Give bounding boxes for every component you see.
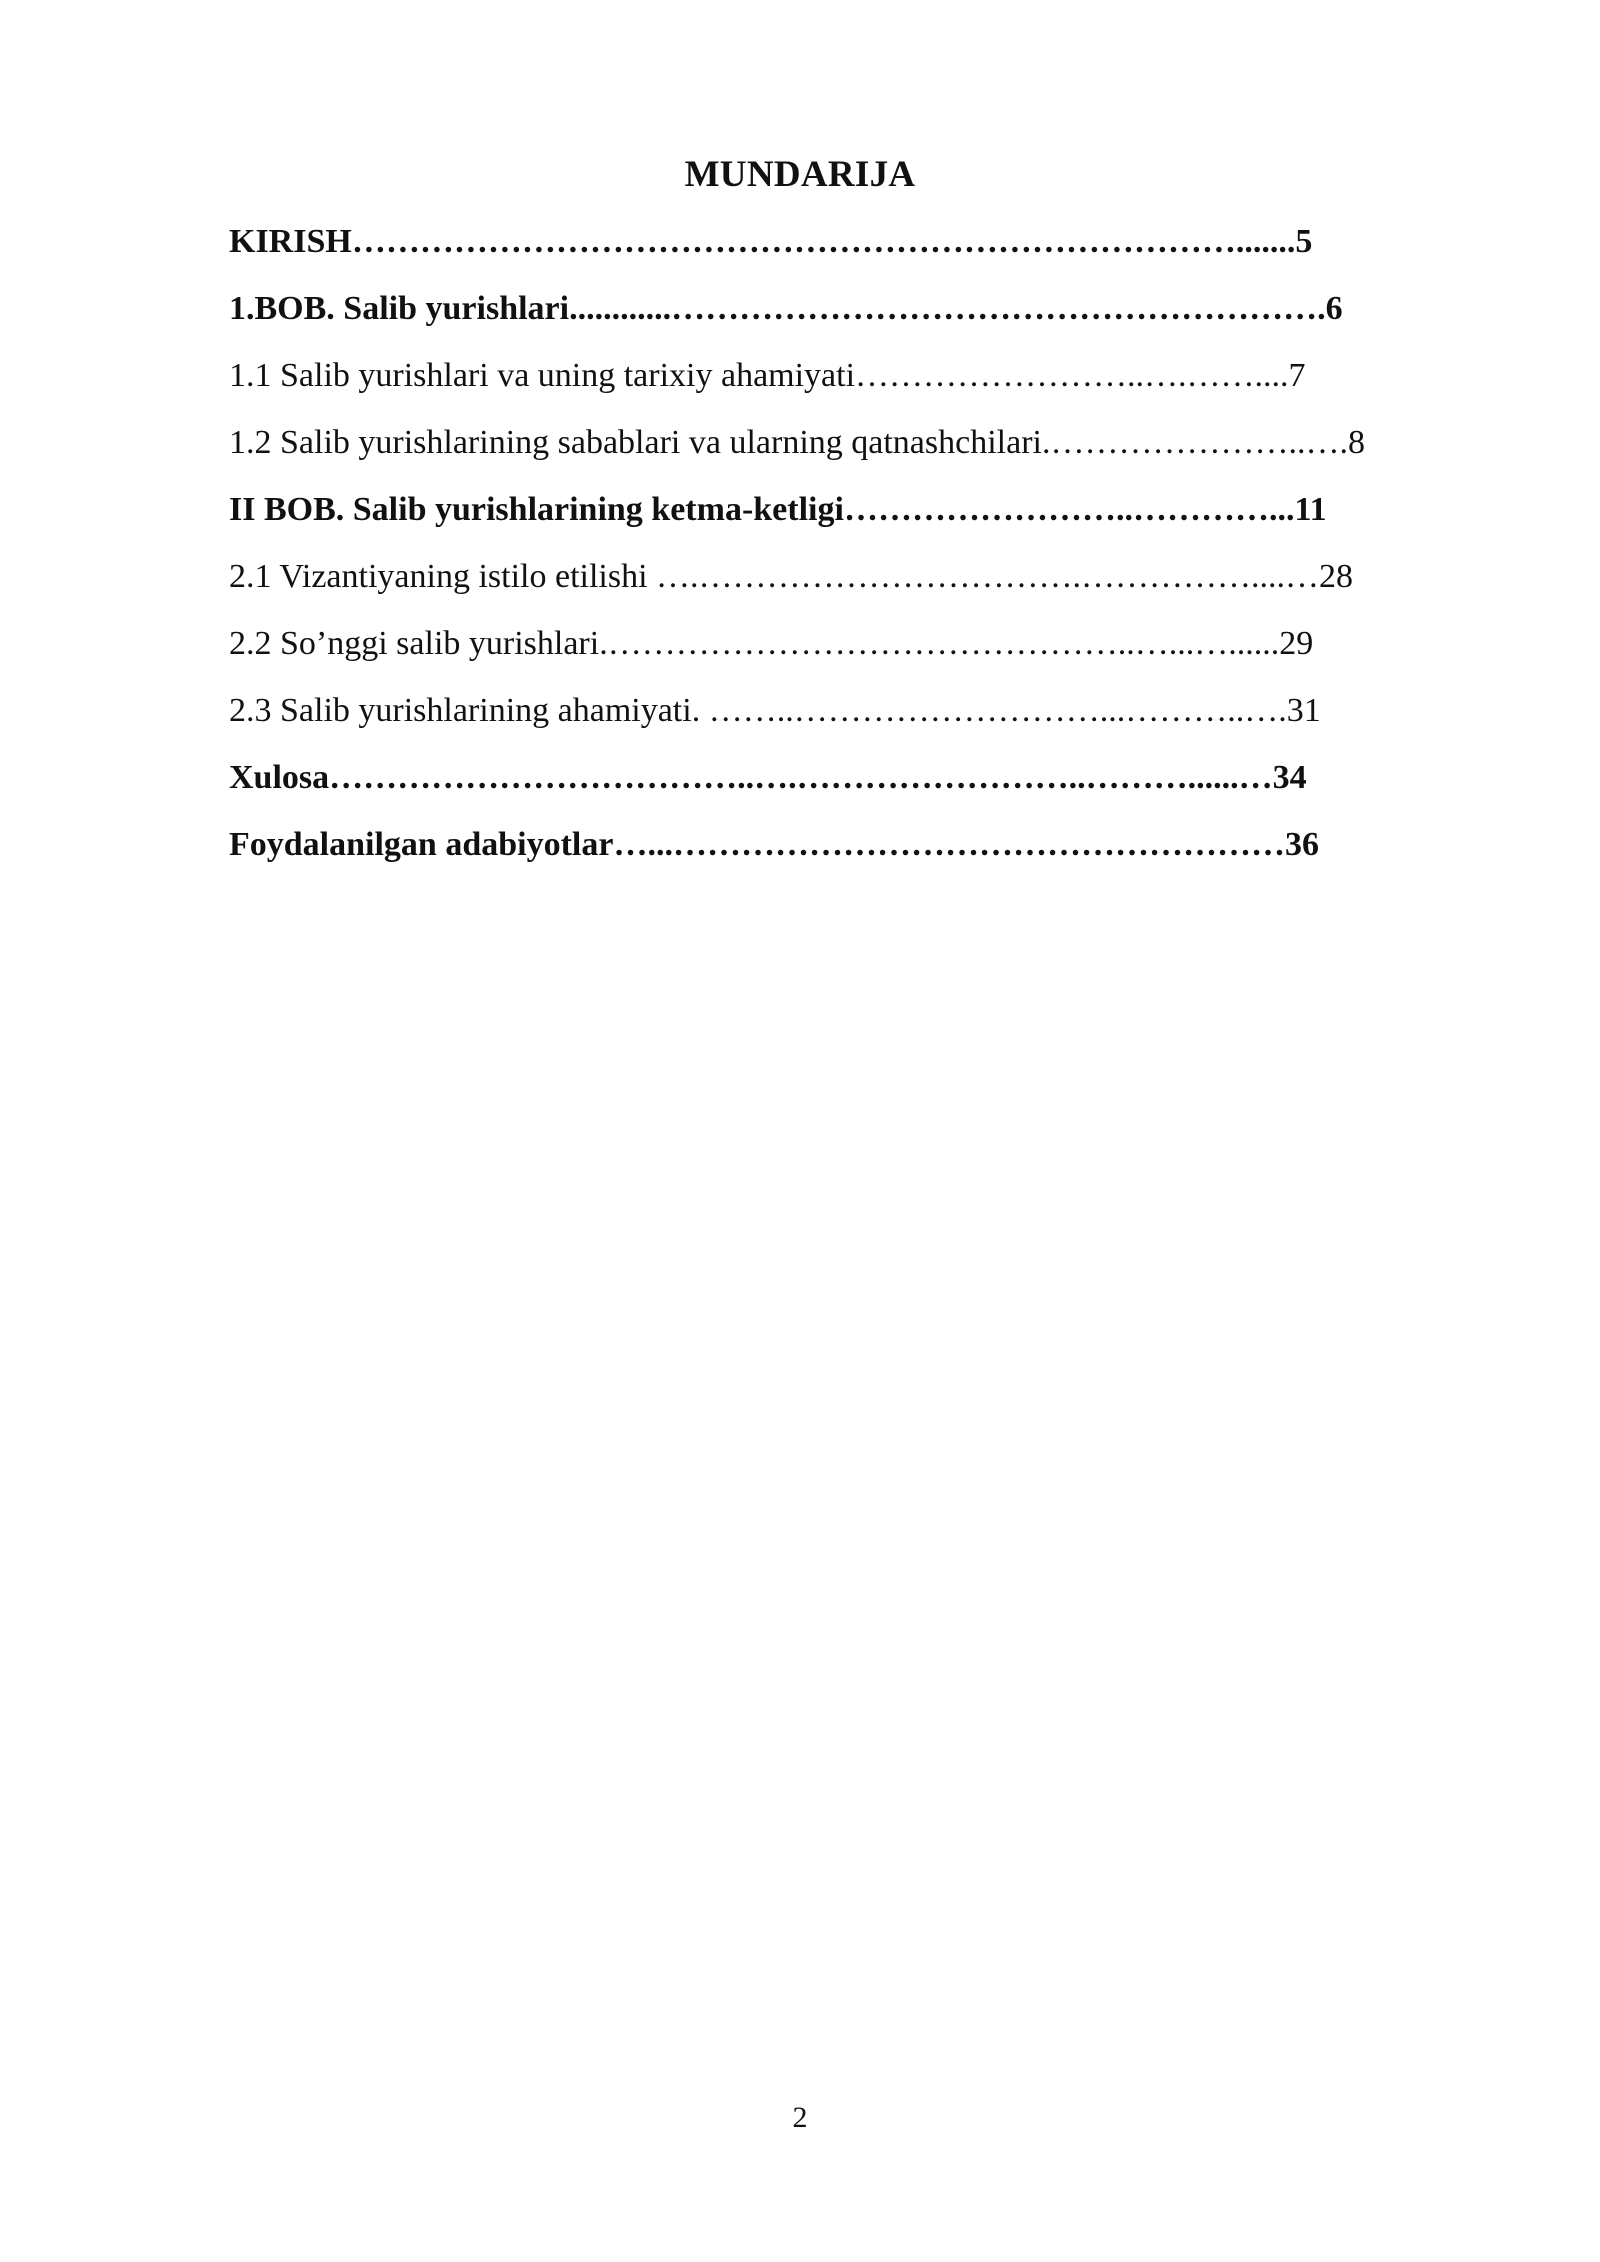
table-of-contents bbox=[229, 216, 1365, 886]
toc-entry-page-number: 28 bbox=[1319, 558, 1354, 595]
toc-entry-label: Xulosa bbox=[229, 759, 330, 796]
toc-entry-label: 1.BOB. Salib yurishlari bbox=[229, 290, 570, 327]
toc-entry-page-number: 6 bbox=[1325, 290, 1343, 327]
toc-entry bbox=[229, 283, 1365, 350]
toc-entry-leader: .…………………..…. bbox=[1041, 424, 1348, 461]
toc-entry-leader: ……………………..….…….... bbox=[855, 357, 1289, 394]
toc-entry bbox=[229, 417, 1365, 484]
toc-entry bbox=[229, 819, 1365, 886]
toc-entry bbox=[229, 551, 1365, 618]
toc-entry-label: 1.2 Salib yurishlarining sabablari va ularning qatnashchilari bbox=[229, 424, 1042, 461]
toc-entry-page-number: 8 bbox=[1347, 424, 1365, 461]
toc-entry bbox=[229, 216, 1365, 283]
toc-entry-label: KIRISH bbox=[229, 223, 352, 260]
toc-entry-page-number: 11 bbox=[1294, 491, 1327, 528]
toc-entry-label: 2.2 So’nggi salib yurishlari bbox=[229, 625, 600, 662]
toc-entry bbox=[229, 685, 1365, 752]
toc-entry-page-number: 34 bbox=[1272, 759, 1307, 796]
toc-entry bbox=[229, 350, 1365, 417]
toc-entry-leader: …...……………………………………………… bbox=[613, 826, 1285, 863]
toc-entry-leader: ……………………………………………………………………....... bbox=[351, 223, 1296, 260]
toc-entry-label: Foydalanilgan adabiyotlar bbox=[229, 826, 614, 863]
toc-entry-leader: ………………………………..….……………………..………......… bbox=[329, 759, 1273, 796]
toc-title: MUNDARIJA bbox=[684, 154, 916, 195]
toc-entry-page-number: 5 bbox=[1295, 223, 1313, 260]
toc-entry-leader: .………………………………………..…...…...... bbox=[599, 625, 1280, 662]
toc-entry-leader: ……..………………………...………..…. bbox=[700, 692, 1287, 729]
toc-entry-label: 2.3 Salib yurishlarining ahamiyati. bbox=[229, 692, 701, 729]
toc-entry-label: II BOB. Salib yurishlarining ketma-ketligi bbox=[229, 491, 844, 528]
toc-entry bbox=[229, 752, 1365, 819]
toc-entry-label: 2.1 Vizantiyaning istilo etilishi bbox=[229, 558, 648, 595]
toc-entry-leader: ............…………………………………………………. bbox=[569, 290, 1326, 327]
toc-entry-page-number: 7 bbox=[1288, 357, 1306, 394]
toc-entry-page-number: 31 bbox=[1286, 692, 1321, 729]
toc-entry-page-number: 29 bbox=[1279, 625, 1314, 662]
page-number: 2 bbox=[792, 2101, 808, 2134]
toc-entry-page-number: 36 bbox=[1284, 826, 1319, 863]
toc-entry-label: 1.1 Salib yurishlari va uning tarixiy ahamiyati bbox=[229, 357, 856, 394]
toc-entry bbox=[229, 484, 1365, 551]
toc-entry-leader: ….…………………………….……………....… bbox=[647, 558, 1320, 595]
toc-entry-leader: ……………………..…………... bbox=[843, 491, 1295, 528]
toc-entry bbox=[229, 618, 1365, 685]
